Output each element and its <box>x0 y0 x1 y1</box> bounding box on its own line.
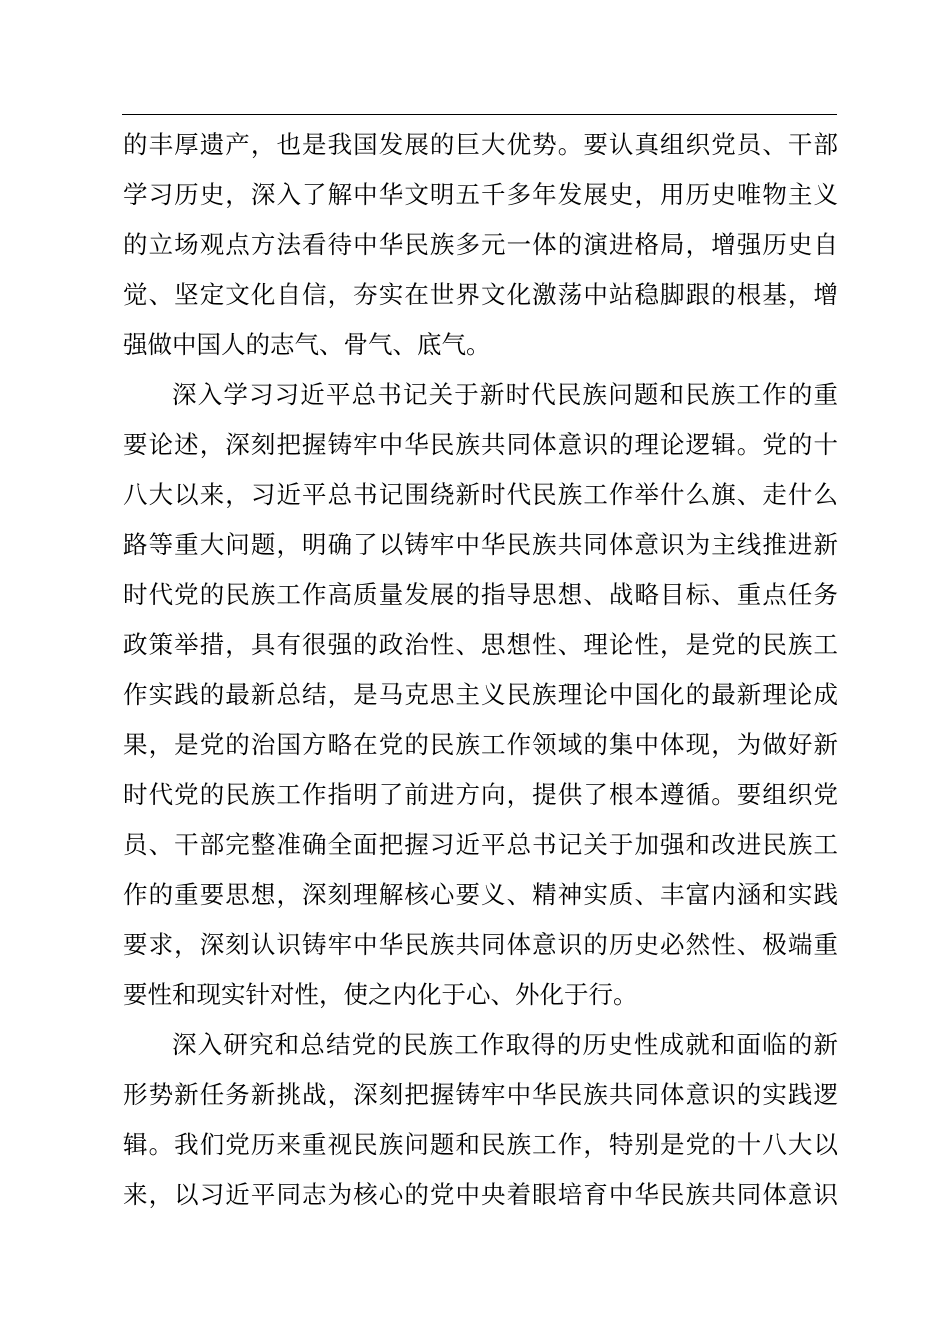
header-rule <box>122 114 837 115</box>
paragraph-1 <box>123 120 838 370</box>
paragraph-3 <box>123 1020 838 1220</box>
text-line: 觉、坚定文化自信，夯实在世界文化激荡中站稳脚跟的根基，增 <box>123 280 838 309</box>
text-line: 辑。我们党历来重视民族问题和民族工作，特别是党的十八大以 <box>123 1130 838 1159</box>
text-line: 作的重要思想，深刻理解核心要义、精神实质、丰富内涵和实践 <box>123 880 838 909</box>
text-line: 形势新任务新挑战，深刻把握铸牢中华民族共同体意识的实践逻 <box>123 1080 838 1109</box>
text-line: 的立场观点方法看待中华民族多元一体的演进格局，增强历史自 <box>123 230 838 259</box>
text-line: 的丰厚遗产，也是我国发展的巨大优势。要认真组织党员、干部 <box>123 130 838 159</box>
text-line: 时代党的民族工作高质量发展的指导思想、战略目标、重点任务 <box>123 580 838 609</box>
text-line: 路等重大问题，明确了以铸牢中华民族共同体意识为主线推进新 <box>123 530 838 559</box>
body-text <box>123 120 838 1220</box>
text-line: 学习历史，深入了解中华文明五千多年发展史，用历史唯物主义 <box>123 180 838 209</box>
text-line: 政策举措，具有很强的政治性、思想性、理论性，是党的民族工 <box>123 630 838 659</box>
text-line: 深入学习习近平总书记关于新时代民族问题和民族工作的重 <box>172 380 838 409</box>
text-line: 要求，深刻认识铸牢中华民族共同体意识的历史必然性、极端重 <box>123 930 838 959</box>
text-line: 深入研究和总结党的民族工作取得的历史性成就和面临的新 <box>172 1030 838 1059</box>
text-line: 时代党的民族工作指明了前进方向，提供了根本遵循。要组织党 <box>123 780 838 809</box>
paragraph-2 <box>123 370 838 1020</box>
text-line: 八大以来，习近平总书记围绕新时代民族工作举什么旗、走什么 <box>123 480 838 509</box>
text-line: 员、干部完整准确全面把握习近平总书记关于加强和改进民族工 <box>123 830 838 859</box>
text-line: 果，是党的治国方略在党的民族工作领域的集中体现，为做好新 <box>123 730 838 759</box>
text-line: 来，以习近平同志为核心的党中央着眼培育中华民族共同体意识 <box>123 1180 838 1209</box>
text-line: 作实践的最新总结，是马克思主义民族理论中国化的最新理论成 <box>123 680 838 709</box>
text-line: 强做中国人的志气、骨气、底气。 <box>123 330 491 359</box>
text-line: 要论述，深刻把握铸牢中华民族共同体意识的理论逻辑。党的十 <box>123 430 838 459</box>
text-line: 要性和现实针对性，使之内化于心、外化于行。 <box>123 980 638 1009</box>
